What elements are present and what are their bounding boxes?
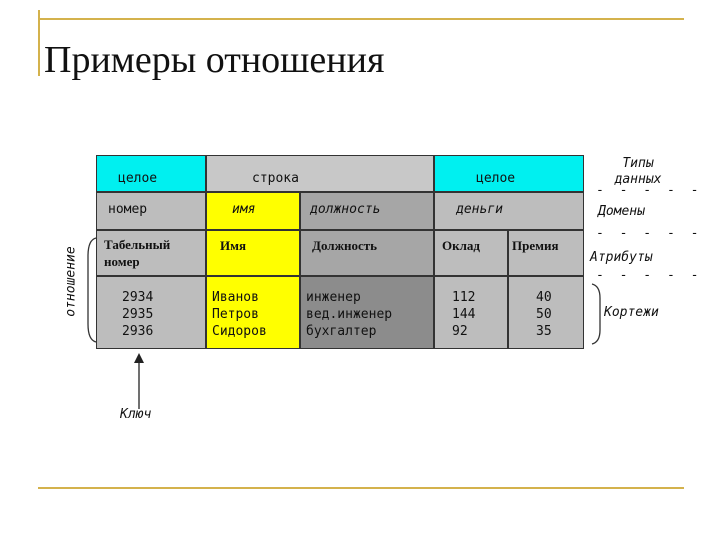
label-relation: отношение bbox=[63, 246, 79, 317]
tuple-id: 2936 bbox=[122, 324, 154, 339]
domain-label-name: имя bbox=[232, 202, 256, 217]
tuple-salary: 112 bbox=[452, 290, 476, 305]
label-key: Ключ bbox=[120, 407, 152, 422]
tuple-bonus: 40 bbox=[536, 290, 552, 305]
tuple-id: 2935 bbox=[122, 307, 154, 322]
domain-label-position: должность bbox=[310, 202, 381, 217]
left-rule bbox=[38, 10, 40, 76]
label-domains: Домены bbox=[598, 204, 645, 219]
tuple-position: инженер bbox=[306, 290, 361, 305]
tuple-name: Сидоров bbox=[212, 324, 267, 339]
tuples-bracket bbox=[590, 282, 604, 346]
separator-domains: - - - - - bbox=[596, 226, 703, 241]
tuple-position: бухгалтер bbox=[306, 324, 377, 339]
separator-attributes: - - - - - bbox=[596, 268, 703, 283]
label-tuples: Кортежи bbox=[604, 305, 659, 320]
tuple-bonus: 35 bbox=[536, 324, 552, 339]
slide-title: Примеры отношения bbox=[44, 39, 385, 81]
tuple-name: Петров bbox=[212, 307, 259, 322]
tuple-salary: 92 bbox=[452, 324, 468, 339]
relation-bracket bbox=[84, 236, 98, 344]
key-arrow bbox=[132, 353, 146, 409]
type-label-integer-1: целое bbox=[118, 171, 158, 186]
attr-label-id: Табельный номер bbox=[104, 237, 171, 269]
tuple-bonus: 50 bbox=[536, 307, 552, 322]
domain-label-number: номер bbox=[108, 202, 148, 217]
label-data-types-text: Типы данных bbox=[614, 156, 662, 187]
tuple-salary: 144 bbox=[452, 307, 476, 322]
attr-label-position: Должность bbox=[312, 238, 378, 253]
tuple-position: вед.инженер bbox=[306, 307, 393, 322]
label-attributes: Атрибуты bbox=[590, 250, 653, 265]
bottom-rule bbox=[38, 487, 684, 489]
tuple-name: Иванов bbox=[212, 290, 259, 305]
type-cell-string bbox=[206, 155, 434, 192]
attr-label-bonus: Премия bbox=[512, 238, 559, 253]
separator-types: - - - - - bbox=[596, 183, 703, 198]
type-label-integer-2: целое bbox=[476, 171, 516, 186]
type-label-string: строка bbox=[252, 171, 299, 186]
tuple-id: 2934 bbox=[122, 290, 154, 305]
attr-label-name: Имя bbox=[220, 238, 246, 253]
top-rule bbox=[38, 18, 684, 20]
domain-label-money: деньги bbox=[456, 202, 503, 217]
attr-label-salary: Оклад bbox=[442, 238, 480, 253]
